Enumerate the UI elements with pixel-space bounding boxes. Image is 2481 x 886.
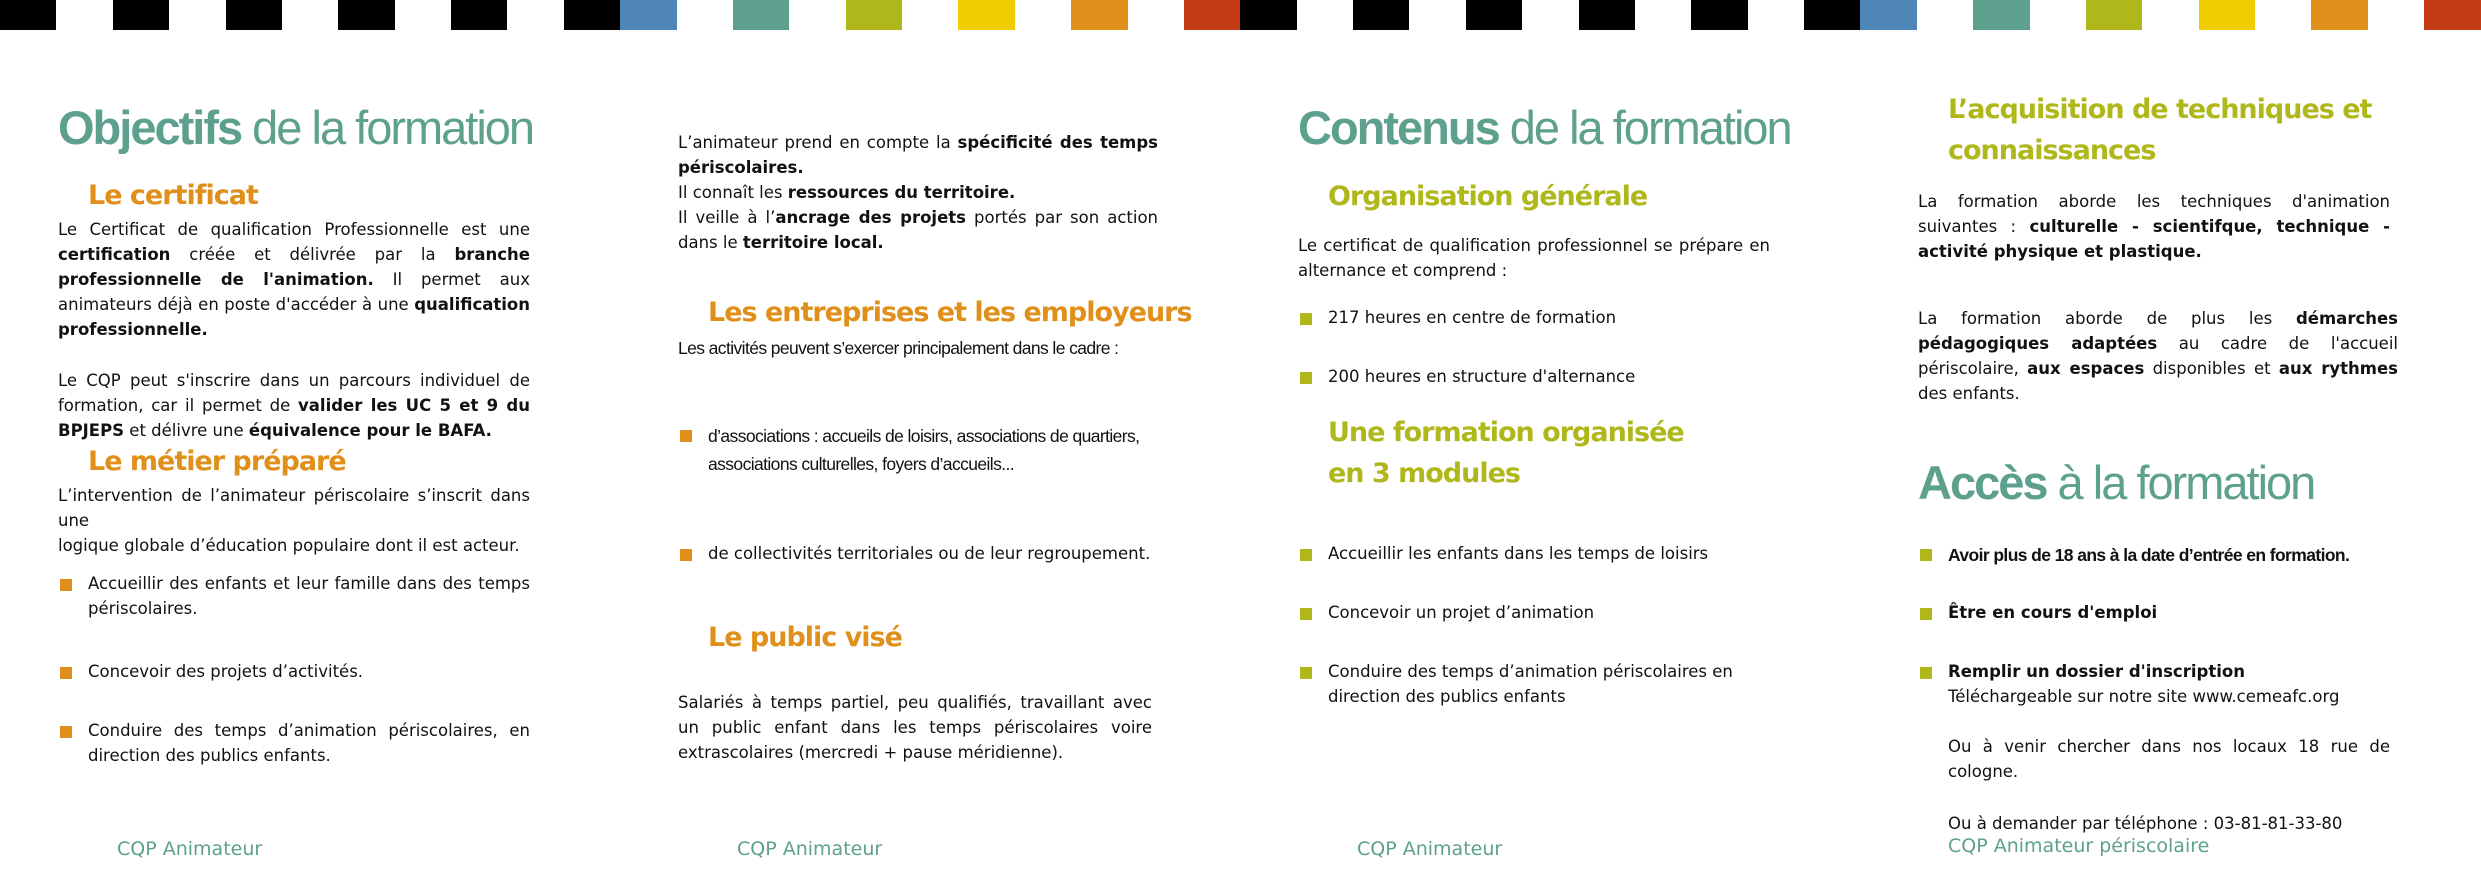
stripe-block: [2368, 0, 2424, 30]
panel3-title: [1298, 100, 1791, 155]
bullet-square-icon: [1300, 667, 1312, 679]
entreprises-bullet-2: de collectivités territoriales ou de leur regroupement.: [708, 544, 1151, 563]
metier-heading: Le métier préparé: [88, 446, 346, 477]
text-run: des enfants.: [1918, 384, 2020, 403]
stripe-block: [1691, 0, 1747, 30]
bullet-square-icon: [1300, 313, 1312, 325]
stripe-block: [1466, 0, 1522, 30]
module-bullet-2: Concevoir un projet d’animation: [1328, 603, 1595, 622]
text-run: créée et délivrée par la: [170, 245, 455, 264]
text-run: La formation aborde les techniques d'animation suivantes :: [1918, 192, 2390, 236]
acces-bullet-3-locaux: Ou à venir chercher dans nos locaux 18 rue de cologne.: [1948, 737, 2390, 781]
text-run: Le Certificat de qualification Professionnelle est une: [58, 220, 530, 239]
bullet-square-icon: [1920, 667, 1932, 679]
panel3-title-light: de la formation: [1498, 101, 1791, 154]
modules-heading-line-1: Une formation organisée: [1328, 417, 1684, 448]
stripe-block: [620, 0, 676, 30]
stripe-block: [2086, 0, 2142, 30]
stripe-block: [1635, 0, 1691, 30]
stripe-block: [902, 0, 958, 30]
certificat-paragraph-1: [58, 217, 530, 342]
text-run: L’animateur prend en compte la: [678, 133, 958, 152]
stripe-block: [2199, 0, 2255, 30]
text-run: Il connaît les: [678, 183, 783, 202]
stripe-block: [1240, 0, 1296, 30]
organisation-heading: Organisation générale: [1328, 181, 1648, 212]
entreprises-bullet-1: d’associations : accueils de loisirs, associations de quartiers, associations culturelles, foyers d’accueils...: [708, 426, 1140, 474]
panel1-title: [58, 100, 533, 155]
entreprises-heading: Les entreprises et les employeurs: [708, 297, 1192, 328]
stripe-block: [226, 0, 282, 30]
panel4-title: [1918, 455, 2314, 510]
bold-text-run: territoire local.: [742, 233, 884, 252]
text-run: au cadre de l'accueil périscolaire,: [1918, 334, 2398, 378]
bold-text-run: démarches pédagogiques adaptées: [1918, 309, 2398, 353]
stripe-block: [0, 0, 56, 30]
text-run: Le CQP peut s'inscrire dans un parcours individuel de formation, car il permet de: [58, 371, 530, 415]
stripe-block: [1015, 0, 1071, 30]
stripe-block: [1128, 0, 1184, 30]
bullet-square-icon: [1920, 549, 1932, 561]
text-run: et délivre une: [124, 421, 249, 440]
stripe-block: [1409, 0, 1465, 30]
stripe-block: [2142, 0, 2198, 30]
panel1-title-light: de la formation: [241, 101, 534, 154]
stripe-block: [282, 0, 338, 30]
stripe-block: [958, 0, 1014, 30]
panel2-footer: CQP Animateur: [737, 838, 883, 860]
metier-bullet-3: Conduire des temps d’animation périscolaires, en direction des publics enfants.: [88, 721, 530, 765]
bullet-square-icon: [680, 549, 692, 561]
acces-bullet-3-title: Remplir un dossier d'inscription: [1948, 662, 2245, 681]
panel3-footer: CQP Animateur: [1357, 838, 1503, 860]
acces-bullet-3-telephone: Ou à demander par téléphone : 03-81-81-33-80: [1948, 814, 2343, 833]
bullet-square-icon: [680, 430, 692, 442]
stripe-block: [1748, 0, 1804, 30]
stripe-block: [1917, 0, 1973, 30]
modules-heading: [1328, 412, 1768, 494]
bullet-square-icon: [60, 579, 72, 591]
panel4-title-light: à la formation: [2046, 456, 2315, 509]
panel3-title-bold: Contenus: [1298, 101, 1499, 154]
module-bullet-3: Conduire des temps d’animation périscolaires en direction des publics enfants: [1328, 662, 1733, 706]
stripe-block: [1860, 0, 1916, 30]
bold-text-run: valider les UC 5 et 9 du BPJEPS: [58, 396, 530, 440]
color-stripe: [0, 0, 2481, 30]
bullet-square-icon: [1300, 372, 1312, 384]
bold-text-run: qualification professionnelle.: [58, 295, 530, 339]
stripe-block: [733, 0, 789, 30]
modules-heading-line-2: en 3 modules: [1328, 458, 1520, 489]
metier-line-2: logique globale d’éducation populaire dont il est acteur.: [58, 536, 520, 555]
techniques-paragraph-2: [1918, 306, 2398, 406]
bold-text-run: ancrage des projets: [775, 208, 966, 227]
stripe-block: [169, 0, 225, 30]
bullet-square-icon: [1300, 549, 1312, 561]
certificat-paragraph-2: [58, 368, 530, 443]
bold-text-run: certification: [58, 245, 171, 264]
stripe-block: [1579, 0, 1635, 30]
stripe-block: [2311, 0, 2367, 30]
public-heading: Le public visé: [708, 622, 902, 653]
animateur-intro: [678, 130, 1158, 255]
panel4-footer: CQP Animateur périscolaire: [1948, 835, 2210, 857]
acces-bullet-1: Avoir plus de 18 ans à la date d’entrée en formation.: [1948, 545, 2350, 565]
text-run: Il permet aux animateurs déjà en poste d'accéder à une: [58, 270, 530, 314]
panel4-title-bold: Accès: [1918, 456, 2047, 509]
techniques-heading-line-2: connaissances: [1948, 135, 2156, 166]
stripe-block: [1353, 0, 1409, 30]
module-bullet-1: Accueillir les enfants dans les temps de loisirs: [1328, 544, 1709, 563]
stripe-block: [789, 0, 845, 30]
stripe-block: [395, 0, 451, 30]
text-run: portés par son action dans le: [678, 208, 1158, 252]
text-run: disponibles et: [2144, 359, 2279, 378]
organisation-text: Le certificat de qualification professionnel se prépare en alternance et comprend :: [1298, 236, 1770, 280]
text-run: La formation aborde de plus les: [1918, 309, 2296, 328]
panel1-footer: CQP Animateur: [117, 838, 263, 860]
stripe-block: [507, 0, 563, 30]
certificat-heading: Le certificat: [88, 180, 258, 211]
stripe-block: [1297, 0, 1353, 30]
acces-bullet-2: Être en cours d'emploi: [1948, 603, 2158, 622]
stripe-block: [338, 0, 394, 30]
bullet-square-icon: [60, 667, 72, 679]
stripe-block: [56, 0, 112, 30]
metier-line-1: L’intervention de l’animateur périscolaire s’inscrit dans une: [58, 486, 530, 530]
metier-bullet-1: Accueillir des enfants et leur famille dans des temps périscolaires.: [88, 574, 530, 618]
organisation-bullet-2: 200 heures en structure d'alternance: [1328, 367, 1636, 386]
stripe-block: [1071, 0, 1127, 30]
stripe-block: [677, 0, 733, 30]
bullet-square-icon: [60, 726, 72, 738]
entreprises-text: Les activités peuvent s’exercer principalement dans le cadre :: [678, 338, 1119, 358]
stripe-block: [113, 0, 169, 30]
bold-text-run: équivalence pour le BAFA.: [248, 421, 492, 440]
bold-text-run: aux espaces: [2027, 359, 2145, 378]
stripe-block: [2255, 0, 2311, 30]
stripe-block: [1522, 0, 1578, 30]
stripe-block: [1973, 0, 2029, 30]
stripe-block: [2424, 0, 2480, 30]
bold-text-run: culturelle - scientifque, technique - activité physique et plastique.: [1918, 217, 2390, 261]
techniques-paragraph-1: [1918, 189, 2390, 264]
stripe-block: [2030, 0, 2086, 30]
text-run: Il veille à l’: [678, 208, 776, 227]
bold-text-run: ressources du territoire.: [787, 183, 1016, 202]
metier-bullet-2: Concevoir des projets d’activités.: [88, 662, 364, 681]
bullet-square-icon: [1300, 608, 1312, 620]
stripe-block: [1184, 0, 1240, 30]
bold-text-run: aux rythmes: [2278, 359, 2398, 378]
stripe-block: [1804, 0, 1860, 30]
acces-bullet-3-website: Téléchargeable sur notre site www.cemeafc.org: [1948, 687, 2340, 706]
panel1-title-bold: Objectifs: [58, 101, 242, 154]
bold-text-run: branche professionnelle de l'animation.: [58, 245, 530, 289]
metier-text: [58, 483, 530, 558]
public-text: Salariés à temps partiel, peu qualifiés, travaillant avec un public enfant dans les temps périscolaires voire extrascolaires (mercredi + pause méridienne).: [678, 693, 1152, 762]
techniques-heading: [1948, 89, 2418, 171]
techniques-heading-line-1: L’acquisition de techniques et: [1948, 94, 2372, 125]
bold-text-run: spécificité des temps périscolaires.: [678, 133, 1158, 177]
acces-bullet-3: [1948, 659, 2390, 709]
stripe-block: [564, 0, 620, 30]
stripe-block: [846, 0, 902, 30]
organisation-bullet-1: 217 heures en centre de formation: [1328, 308, 1617, 327]
stripe-block: [451, 0, 507, 30]
bullet-square-icon: [1920, 608, 1932, 620]
